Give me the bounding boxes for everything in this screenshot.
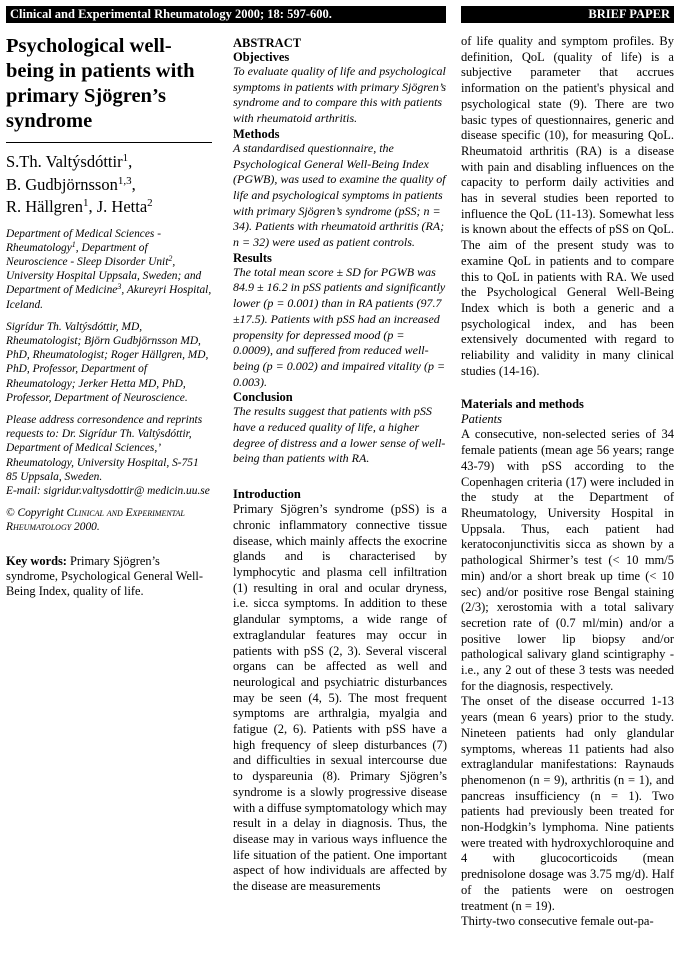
keywords: Key words: Primary Sjögren’s syndrome, Psychological General Well-Being Index, quality of life. bbox=[6, 553, 203, 598]
article-title: Psychological well-being in patients with primary Sjögren’s syndrome bbox=[6, 35, 195, 132]
methods-paragraph: A consecutive, non-selected series of 34 female patients (mean age 56 years; range 43-79) with pSS according to the Copenhagen criteria (17) were included in the study at the Department of Rheumatology, University Hospital in Uppsala. Thus, each patient had keratoconjunctivitis sicca as shown by a pathological Shirmer’s test (< 10 mm/5 min) and/or a short break up time (< 10 sec) and/or positive rose Bengal staining (2/3); xerostomia with a total salivary secretion rate of (0.7 ml/min) and/or a positive lower lip biopsy and/or pathological salivary gland scintigraphy - i.e., any 2 out of these 3 tests was needed for the diagnosis, respectively. bbox=[461, 427, 674, 693]
title-divider bbox=[6, 142, 212, 143]
right-column bbox=[461, 34, 674, 930]
abstract-objectives: To evaluate quality of life and psychological symptoms in patients with primary Sjögren’s syndrome and to compare this with patients with rheumatoid arthritis. bbox=[233, 64, 447, 126]
patients-subheading: Patients bbox=[461, 412, 502, 427]
author-list: S.Th. Valtýsdóttir$^1$, B. Gudbjörnsson$^{1,3}$, R. Hällgren$^1$, J. Hetta$^2$ bbox=[6, 152, 153, 216]
copyright: © Copyright Clinical and Experimental Rheumatology 2000. bbox=[6, 507, 185, 534]
methods-paragraph: The onset of the disease occurred 1-13 years (mean 6 years) prior to the study. Nineteen patients had only glandular symptoms, whereas 11 patients had also extraglandular manifestations: Raynauds phenomenon (n = 9), arthritis (n = 1), and pancreas insufficiency (n = 1). Two patients had previously been treated for non-Hodgkin’s lymphoma. Nine patients were treated with hydroxychloroquine and 4 with glucocorticoids (mean prednisolone dosage was 3.75 mg/d). Half of the patients were on oestrogen treatment (n = 19). bbox=[461, 694, 674, 913]
abstract-section-heading: Results bbox=[233, 250, 272, 265]
abstract-conclusion: The results suggest that patients with pSS have a reduced quality of life, a higher degree of distress and a lower sense of well-being than patients with RA. bbox=[233, 404, 446, 466]
author-name: B. Gudbjörnsson bbox=[6, 174, 118, 194]
left-column bbox=[6, 34, 212, 599]
author-sup: 1,3 bbox=[117, 174, 132, 187]
author-details: Sigrídur Th. Valtýsdóttir, MD, Rheumatologist; Björn Gudbjörnsson MD, PhD, Rheumatologist; Roger Hällgren, MD, PhD, Professor, Department of Rheumatology; Jerker Hetta MD, PhD, Professor, Department of Neuroscience. bbox=[6, 320, 209, 404]
methods-heading: Materials and methods bbox=[461, 397, 584, 412]
correspondence: Please address corresondence and reprints requests to: Dr. Sigrídur Th. Valtýsdóttir, Department of Medical Sciences,’ Rheumatology, University Hospital, S-751 85 Uppsala, Sweden. bbox=[6, 413, 203, 483]
introduction-continuation: of life quality and symptom profiles. By definition, QoL (quality of life) is a subjective parameter that accrues information on the patient's physical and psychological state (9). There are two basic types of questionnaires, generic and disease specific (10), for measuring QoL. Rheumatoid arthritis (RA) is a disease with pain and disabling influences on the capacity to perform daily activities and has in several studies been reported to influence the QoL (11-13). Somewhat less is known about the effects of pSS on QoL. The aim of the present study was to examine QoL in patients and to compare this to QoL in patients with RA. We used the Psychological General Well-Being Index which is both a generic and a psychological index, and has been extensively documented with regard to reliability and validity in many clinical studies (14-16). bbox=[461, 34, 674, 378]
abstract-section-heading: Objectives bbox=[233, 50, 290, 64]
abstract-methods: A standardised questionnaire, the Psychological General Well-Being Index (PGWB), was used to examine the quality of life and psychological symptoms in patients with primary Sjögren’s syndrome (pSS; n = 34). Patients with rheumatoid arthritis (RA; n = 32) were used as patient controls. bbox=[233, 140, 446, 250]
middle-column bbox=[233, 34, 447, 895]
abstract-heading: ABSTRACT bbox=[233, 36, 302, 50]
abstract-section-heading: Conclusion bbox=[233, 390, 293, 405]
section-label: BRIEF PAPER bbox=[461, 6, 674, 23]
author-name: J. Hetta bbox=[96, 197, 148, 216]
author-sup: 1 bbox=[82, 197, 89, 209]
journal-header: Clinical and Experimental Rheumatology 2000; 18: 597-600. bbox=[6, 6, 446, 23]
author-sup: 2 bbox=[147, 197, 153, 209]
author-name: R. Hällgren bbox=[6, 197, 83, 216]
introduction-text: Primary Sjögren’s syndrome (pSS) is a chronic inflammatory connective tissue disease, which mainly affects the exocrine glands and is characterised by lymphocytic and plasma cell infiltration (1) resulting in oral and ocular dryness, i.e. sicca symptoms. In addition to these glandular symptoms, a wide range of extraglandular features may occur in patients with pSS (2, 3). Several visceral organs can be affected as well and neurological and psychiatric disturbances may be seen (4, 5). The most frequent symptoms are arthralgia, myalgia and fatigue (2, 6). Patients with pSS have a high frequency of sleep disturbances (7) and difficulties in sexual intercourse due to dyspareunia (8). Primary Sjögren’s syndrome is a slowly progressive disease with a diffuse symptomatology which may result in a delay in diagnosis. Thus, the disease may in various ways influence the life situation of the patient. One important aspect of how individuals are affected by the disease are measurements bbox=[233, 502, 447, 894]
abstract-section-heading: Methods bbox=[233, 126, 280, 141]
keywords-label: Key words: bbox=[6, 553, 67, 568]
methods-paragraph: Thirty-two consecutive female out-pa- bbox=[461, 914, 654, 929]
author-email[interactable]: E-mail: sigridur.valtysdottir@ medicin.uu.se bbox=[6, 484, 210, 497]
introduction-heading: Introduction bbox=[233, 487, 301, 502]
author-sup: 1 bbox=[122, 152, 129, 164]
author-name: S.Th. Valtýsdóttir bbox=[6, 152, 123, 171]
abstract-results: The total mean score ± SD for PGWB was 84.9 ± 16.2 in pSS patients and significantly lower (p = 0.001) than in RA patients (97.7 ±17.5). Patients with pSS had an increased propensity for depressed mood (p = 0.0009), and suffered from reduced well-being (p = 0.002) and impaired vitality (p = 0.003). bbox=[233, 264, 446, 389]
affiliations: Department of Medical Sciences - Rheumatology$^1$, Department of Neuroscience - Sleep Disorder Unit$^2$, University Hospital Uppsala, Sweden; and Department of Medicine$^3$, Akureyri Hospital, Iceland. bbox=[6, 227, 212, 311]
